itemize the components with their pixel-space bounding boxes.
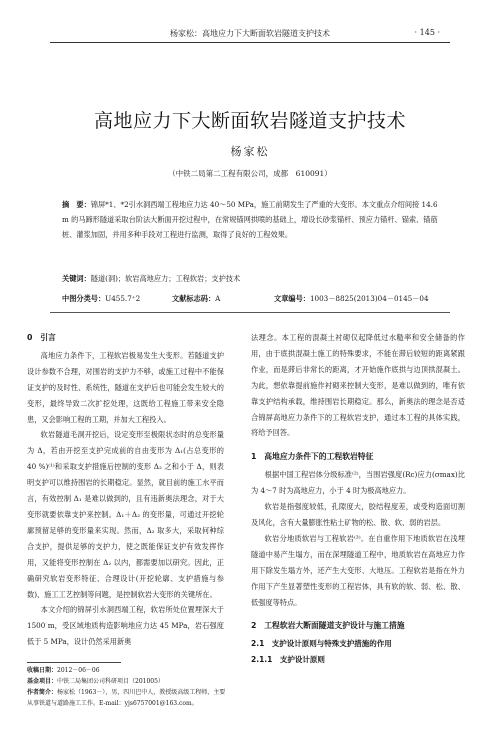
section-1-heading: 1 高地应力条件下的工程软岩特征 <box>251 452 374 462</box>
paper-author: 杨家松 <box>230 145 270 158</box>
running-header-title: 杨家松：高地应力下大断面软岩隧道支护技术 <box>170 29 330 38</box>
paragraph: 高地应力条件下，工程软岩极易发生大变形。若隧道支护设计参数不合理，对围岩的支护力不够，或施工过程中不能保证支护的及时性、系统性，隧道在支护后也可能会发生较大的变形，最终导致二次扩挖处理，这既给工程施工带来安全隐患，又会影响工程的工期，并加大工程投入。 <box>27 350 224 424</box>
abstract-separator <box>50 312 450 313</box>
keywords-text: 隧道(洞)；软岩高地应力；工程软岩；支护技术 <box>90 274 241 283</box>
footnote <box>27 665 227 709</box>
article-value: 1003－8825(2013)04－0145－04 <box>309 294 429 303</box>
footnote-rule <box>27 662 121 663</box>
doc-label: 文献标志码： <box>172 294 216 303</box>
abstract <box>62 197 442 242</box>
paper-title: 高地应力下大断面软岩隧道支护技术 <box>93 110 406 132</box>
paragraph: 软岩是指强度较低，孔隙度大，胶结程度差，或受构造面切割及风化，含有大量膨胀性粘土矿物的松、散、软、弱的岩层。 <box>251 502 465 527</box>
paragraph: 软岩分地质软岩与工程软岩⁽³⁾。在自重作用下地质软岩在浅埋隧道中易产生塌方，而在深埋隧道工程中，地质软岩在高地应力作用下除发生塌方外，还产生大变形、大地压。工程软岩是指在外力作用下产生显著塑性变形的工程岩体，具有软的软、弱、松、散、低强度等特点。 <box>251 533 465 607</box>
author-bio-label: 作者简介： <box>27 689 58 696</box>
doc-value: A <box>215 294 221 303</box>
page-number: · 145 · <box>414 28 440 37</box>
received-value: 2012－06－06 <box>57 667 100 674</box>
doc-code <box>172 294 220 304</box>
section-2-heading: 2 工程软岩大断面隧道支护设计与施工措施 <box>251 621 405 631</box>
article-number <box>274 294 429 304</box>
paragraph: 法理念。本工程的混凝土衬砌仅起降低过水糙率和安全储备的作用，由于底拱混凝土施工的特殊要求，不能在滞后较短的距离紧跟作业，而是滞后非常长的距离，才开始施作底拱与边顶拱混凝土。为此，想依靠提前施作衬砌来控制大变形，是难以做到的，唯有依靠支护结构承载，维持围岩长期稳定。那么，新奥法的理念是否适合锦屏高地应力条件下的工程软岩支护，通过本工程的具体实践，将给予回答。 <box>251 333 465 438</box>
paragraph: 软岩隧道毛洞开挖后，设定变形至极限状态时的总变形量为 Δ，若由开挖至支护完成前的自由变形为 Δ₁(占总变形的 40 %)⁽¹⁾和采取支护措施后控制的变形 Δ₂ 之和小于 Δ，则表明支护可以维持围岩的长期稳定。显然，就目前的施工水平而言，有效控制 Δ₁ 是难以做到的，且有违新奥法理念，对于大变形就要依靠支护来控制。Δ₁＋Δ₂ 的变形量，可通过开挖轮廓预留足够的变形量来实现。然而，Δ₂ 取多大，采取何种综合支护，提供足够的支护力，使之既能保证支护有效发挥作用，又能将变形控制在 Δ₂ 以内，都需要加以研究。因此，正确研究软岩变形特征、合理设计(开挖轮廓、支护措施与参数)、施工工艺控制等问题，是控制软岩大变形的关键所在。 <box>27 430 224 599</box>
keywords-label: 关键词： <box>62 274 91 283</box>
subsection-2-1-heading: 2.1 支护设计原则与特殊支护措施的作用 <box>251 639 392 649</box>
left-column <box>27 330 224 650</box>
abstract-label: 摘 要： <box>62 200 91 209</box>
author-bio-value: 杨家松（1963－），男，四川巴中人，教授级高级工程师，主要从事铁道与道路施工工作。E-mail：yjs6757001@163.com。 <box>27 689 226 707</box>
paper-affiliation: （中铁二局第二工程有限公司，成都 610091） <box>168 169 332 178</box>
keywords <box>62 274 442 284</box>
paragraph: 本文介绍的锦屏引水洞西端工程，软岩所处位置埋深大于 1500 m，受区域地质构造影响地应力达 45 MPa，岩石强度低于 5 MPa，设计仍然采用新奥 <box>27 605 224 647</box>
header-rule <box>50 42 450 43</box>
subsection-2-1-1-heading: 2.1.1 支护设计原则 <box>251 655 325 665</box>
clc-value: U455.7⁺2 <box>105 294 141 303</box>
right-column <box>251 330 465 668</box>
fund-label: 基金项目： <box>27 678 58 685</box>
abstract-text: 锦屏*1、*2引水洞西端工程地应力达 40～50 MPa，施工前期发生了严重的大变形。本文重点介绍间接 14.6 m 的马蹄形隧道采取台阶法大断面开挖过程中，在常规锚网拱喷的基础上，增设长砂浆锚杆、预应力锚杆、锚索、锚筋桩、灌浆加固，并用多种手段对工程进行监测，取得了良好的工程效果。 <box>62 200 438 239</box>
clc-label: 中图分类号： <box>62 294 106 303</box>
clc-code <box>62 294 140 304</box>
fund-value: 中铁二局集团公司科研项目（201005） <box>57 678 164 685</box>
received-label: 收稿日期： <box>27 667 58 674</box>
paragraph: 根据中国工程岩体分级标准⁽²⁾，当围岩强度(Rc)应力(σmax)比为 4～7 时为高地应力，小于 4 时为极高地应力。 <box>251 470 465 496</box>
section-0-heading: 0 引言 <box>27 333 56 342</box>
article-label: 文章编号： <box>274 294 310 303</box>
